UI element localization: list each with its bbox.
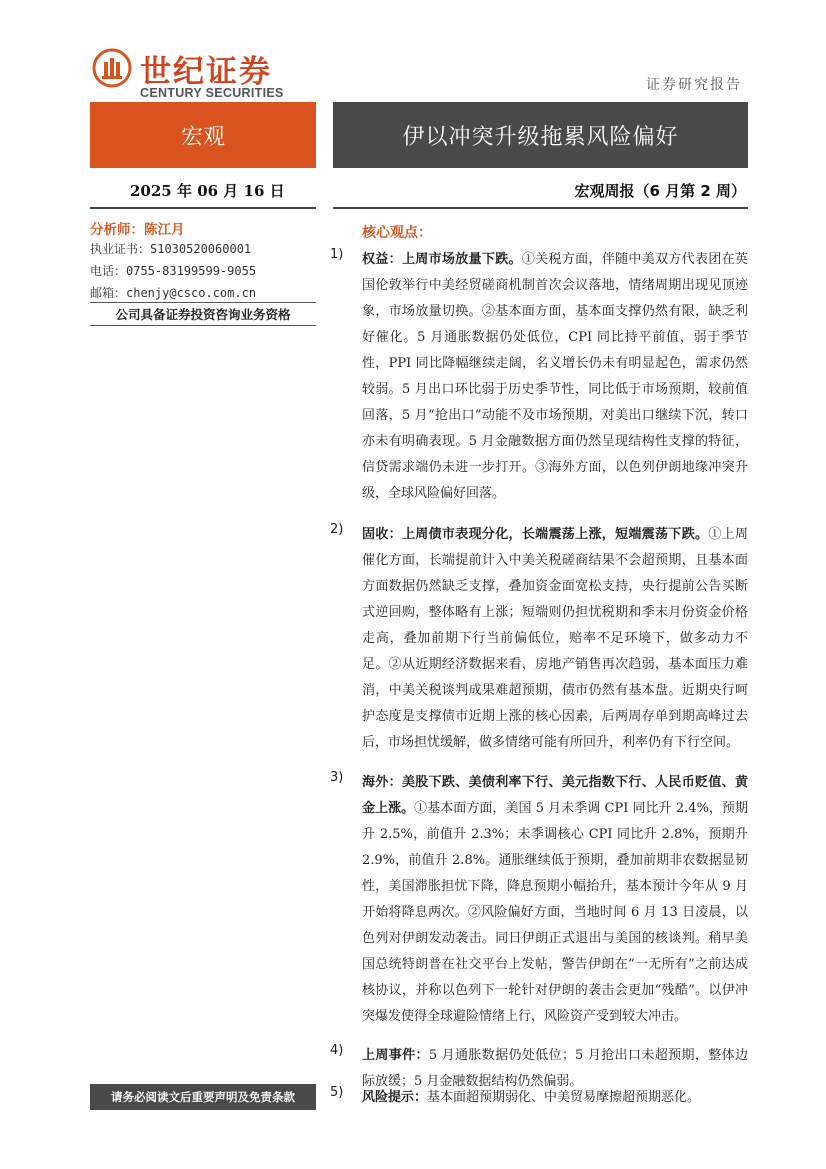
point-lead: 风险提示：	[362, 1090, 428, 1105]
divider-qual-bottom	[90, 325, 316, 326]
point-lead: 权益：上周市场放量下跌。	[362, 252, 522, 267]
analyst-cert: 执业证书：S1030520060001	[90, 242, 252, 256]
point-lead: 海外：美股下跌、美债利率下行、美元指数下行、人民币贬值、黄金上涨。	[362, 775, 748, 816]
point-equity	[330, 247, 748, 507]
analyst-name: 分析师：陈江月	[90, 222, 185, 238]
point-number: 5)	[330, 1085, 344, 1100]
point-number: 3)	[330, 770, 344, 785]
company-logo-icon	[92, 48, 132, 88]
analyst-email: 邮箱：chenjy@csco.com.cn	[90, 286, 257, 300]
point-lead: 上周事件：	[362, 1048, 429, 1063]
category-label: 宏观	[180, 124, 225, 150]
core-views-heading: 核心观点：	[362, 225, 432, 241]
report-title: 伊以冲突升级拖累风险偏好	[402, 124, 679, 150]
point-body: ①上周催化方面，长端提前计入中美关税磋商结果不会超预期，且基本面方面数据仍然缺乏支撑，叠加资金面宽松支持，央行提前公告买断式逆回购，整体略有上涨；短端则仍担忧税期和季末月份资金价格走高，叠加前期下行当前偏低位，赔率不足环境下，做多动力不足。②从近期经济数据来看，房地产销售再次趋弱，基本面压力难消，中美关税谈判成果难超预期，债市仍然有基本盘。近期央行呵护态度是支撑债市近期上涨的核心因素，后两周存单到期高峰过去后，市场担忧缓解，做多情绪可能有所回升，利率仍有下行空间。	[362, 527, 748, 750]
disclaimer-text: 请务必阅读文后重要声明及免责条款	[111, 1090, 295, 1104]
divider-qual-top	[90, 302, 316, 303]
point-fixed-income	[330, 522, 748, 756]
point-lead: 固收：上周债市表现分化，长端震荡上涨，短端震荡下跌。	[362, 527, 709, 542]
company-name-en: CENTURY SECURITIES	[140, 86, 284, 100]
point-risk	[330, 1085, 748, 1111]
point-overseas	[330, 770, 748, 1030]
point-body: ①关税方面，伴随中美双方代表团在英国伦敦举行中美经贸磋商机制首次会议落地，情绪周期出现见顶迹象，市场放量切换。②基本面方面，基本面支撑仍然有限，缺乏利好催化。5 月通胀数据仍处低位，CPI 同比持平前值，弱于季节性，PPI 同比降幅继续走阔，名义增长仍未有明显起色，需求仍然较弱。5 月出口环比弱于历史季节性，同比低于市场预期，较前值回落，5 月“抢出口”动能不及市场预期，对美出口继续下沉，转口亦未有明确表现。5 月金融数据方面仍然呈现结构性支撑的特征，信贷需求端仍未进一步打开。③海外方面，以色列伊朗地缘冲突升级，全球风险偏好回落。	[362, 252, 748, 501]
point-number: 4)	[330, 1043, 344, 1058]
analyst-phone: 电话：0755-83199599-9055	[90, 264, 257, 278]
doc-type-label: 证券研究报告	[646, 77, 742, 93]
category-banner	[90, 102, 316, 168]
point-number: 1)	[330, 247, 344, 262]
company-name-cn: 世纪证券	[140, 54, 272, 90]
disclaimer-banner	[90, 1084, 316, 1110]
point-number: 2)	[330, 522, 344, 537]
qualification-text: 公司具备证券投资咨询业务资格	[115, 307, 291, 322]
point-body: 5 月通胀数据仍处低位；5 月抢出口未超预期，整体边际放缓；5 月金融数据结构仍然偏弱。	[362, 1048, 748, 1089]
report-date: 2025 年 06 月 16 日	[130, 182, 285, 200]
point-body: 基本面超预期弱化、中美贸易摩擦超预期恶化。	[427, 1090, 701, 1105]
point-body: ①基本面方面，美国 5 月未季调 CPI 同比升 2.4%，预期升 2.5%，前值升 2.3%；未季调核心 CPI 同比升 2.8%，预期升 2.9%，前值升 2.8%。通胀继续低于预期，叠加前期非农数据显韧性，美国滞胀担忧下降，降息预期小幅抬升，基本预计今年从 9 月开始将降息两次。②风险偏好方面，当地时间 6 月 13 日凌晨，以色列对伊朗发动袭击。同日伊朗正式退出与美国的核谈判。稍早美国总统特朗普在社交平台上发帖，警告伊朗在“一无所有”之前达成核协议，并称以色列下一轮针对伊朗的袭击会更加“残酷”。以伊冲突爆发使得全球避险情绪上行，风险资产受到较大冲击。	[362, 801, 748, 1024]
divider-right	[333, 207, 748, 209]
divider-left	[90, 207, 316, 209]
title-banner	[333, 102, 748, 168]
report-type: 宏观周报（6 月第 2 周）	[574, 182, 746, 200]
